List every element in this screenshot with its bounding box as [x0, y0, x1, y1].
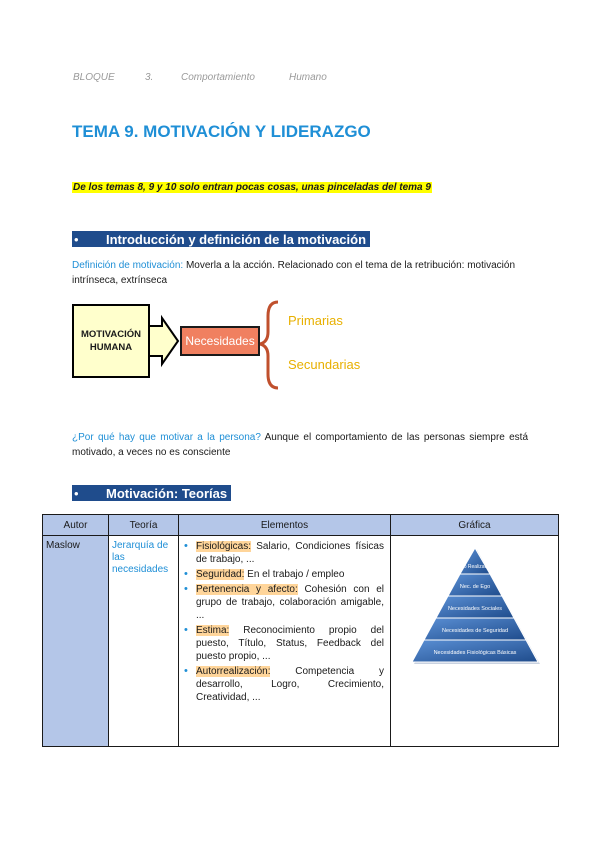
cell-autor: Maslow: [43, 536, 109, 747]
pyramid-level-3-label: Necesidades Sociales: [447, 606, 502, 612]
section-heading-introduccion: [72, 231, 370, 247]
section-bullet: •: [74, 231, 79, 247]
pyramid-svg: [410, 544, 540, 664]
element-text: En el trabajo / empleo: [244, 569, 345, 580]
branch-secundarias: Secundarias: [288, 357, 361, 372]
element-key: Fisiológicas:: [196, 541, 252, 552]
element-text: Salario, Condiciones físicas de trabajo, ...: [196, 541, 384, 565]
list-item: [196, 665, 384, 704]
pyramid-level-4-label: Necesidades de Seguridad: [441, 628, 508, 634]
document-header: [73, 72, 327, 83]
definition-lead: Definición de motivación:: [72, 260, 184, 271]
branch-primarias: Primarias: [288, 313, 343, 328]
elements-list: [182, 540, 387, 704]
cell-teoria: Jerarquía de las necesidades: [109, 536, 179, 747]
page-title: TEMA 9. MOTIVACIÓN Y LIDERAZGO: [72, 122, 371, 141]
maslow-pyramid: [410, 544, 540, 664]
theories-table: [42, 514, 559, 747]
column-header-teoria: Teoría: [109, 515, 179, 536]
header-bloque-number: 3.: [145, 72, 154, 83]
header-bloque-word-2: Humano: [289, 72, 327, 83]
motivation-diagram: [72, 298, 372, 390]
cell-grafica: [391, 536, 559, 747]
highlighted-note: De los temas 8, 9 y 10 solo entran pocas cosas, unas pinceladas del tema 9: [73, 182, 431, 193]
pyramid-level-1-label: Auto Realización: [455, 564, 494, 570]
element-key: Estima:: [196, 625, 230, 636]
column-header-autor: Autor: [43, 515, 109, 536]
question-lead: ¿Por qué hay que motivar a la persona?: [72, 432, 261, 443]
section-heading-text: Motivación: Teorías: [106, 485, 228, 501]
element-key: Autorrealización:: [196, 666, 271, 677]
element-text: Competencia y desarrollo, Logro, Crecimiento, Creatividad, ...: [196, 666, 384, 703]
diagram-arrow: [148, 318, 178, 364]
motivacion-humana-box: [72, 304, 150, 378]
motivacion-label-line1: MOTIVACIÓN: [81, 329, 141, 340]
pyramid-level-2-label: Nec. de Ego: [459, 584, 490, 590]
section-heading-teorias: [72, 485, 231, 501]
question-text: Aunque el comportamiento de las personas siempre está motivado, a veces no es consciente: [72, 432, 529, 458]
element-key: Seguridad:: [196, 569, 245, 580]
column-header-elementos: Elementos: [179, 515, 391, 536]
table-header-row: [43, 515, 559, 536]
list-item: [196, 540, 384, 566]
cell-elementos: [179, 536, 391, 747]
list-item: [196, 624, 384, 663]
pyramid-level-1-shape: [460, 548, 490, 574]
pyramid-level-5-label: Necesidades Fisiológicas Básicas: [433, 650, 516, 656]
header-bloque-label: BLOQUE: [73, 72, 115, 83]
table-row: [43, 536, 559, 747]
diagram-brace: [260, 302, 278, 388]
necesidades-box: Necesidades: [180, 326, 260, 356]
definition-paragraph: [72, 258, 528, 288]
list-item: [196, 583, 384, 622]
motivacion-label-line2: HUMANA: [89, 342, 133, 353]
element-key: Pertenencia y afecto:: [196, 584, 298, 595]
question-paragraph: [72, 430, 528, 460]
list-item: [196, 568, 384, 581]
definition-text: Moverla a la acción. Relacionado con el tema de la retribución: motivación intrínseca, extrínseca: [72, 260, 516, 286]
section-bullet: •: [74, 485, 79, 501]
element-text: Reconocimiento propio del puesto, Título, Status, Feedback del puesto propio, ...: [196, 625, 384, 662]
column-header-grafica: Gráfica: [391, 515, 559, 536]
element-text: Cohesión con el grupo de trabajo, colaboración amigable, ...: [196, 584, 384, 621]
section-heading-text: Introducción y definición de la motivación: [106, 231, 367, 247]
header-bloque-word-1: Comportamiento: [181, 72, 255, 83]
